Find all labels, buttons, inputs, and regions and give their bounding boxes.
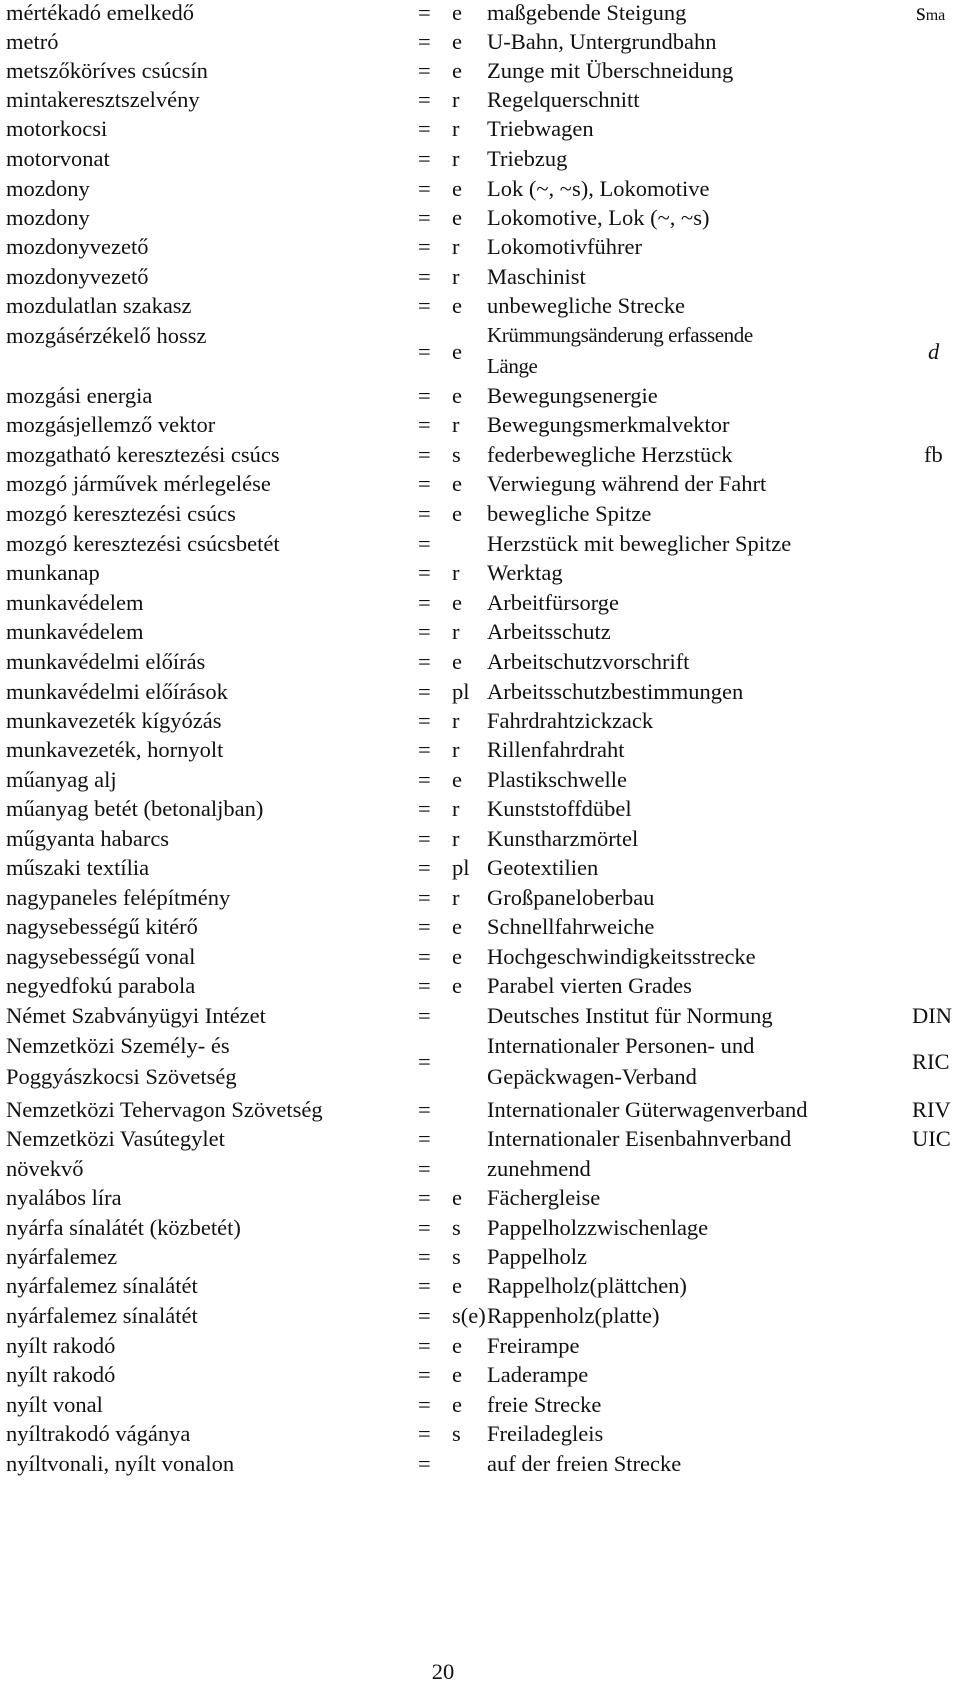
equals-sign: = [418, 0, 431, 25]
german-term: Arbeitsschutzbestimmungen [487, 679, 744, 704]
hungarian-term: munkavezeték kígyózás [6, 708, 222, 733]
glossary-row [0, 911, 960, 943]
hungarian-term: műgyanta habarcs [6, 826, 170, 851]
hungarian-term: mozdulatlan szakasz [6, 293, 192, 318]
hungarian-term: mozgásérzékelő hossz [6, 323, 207, 348]
german-term: Bewegungsmerkmalvektor [487, 412, 730, 437]
glossary-row [0, 852, 960, 884]
german-term: federbewegliche Herzstück [487, 442, 733, 467]
glossary-row [0, 764, 960, 796]
equals-sign: = [418, 1185, 431, 1210]
hungarian-term: nyílt vonal [6, 1392, 103, 1417]
german-term: Fächergleise [487, 1185, 601, 1210]
grammatical-article: e [452, 649, 462, 674]
german-term: Werktag [487, 560, 563, 585]
glossary-row [0, 261, 960, 293]
german-term: freie Strecke [487, 1392, 602, 1417]
grammatical-article: e [452, 339, 462, 364]
german-term: Lok (~, ~s), Lokomotive [487, 176, 710, 201]
grammatical-article: r [452, 264, 460, 289]
glossary-row [0, 1300, 960, 1332]
abbreviation [928, 320, 939, 384]
abbreviation [912, 1000, 952, 1032]
grammatical-article: r [452, 826, 460, 851]
glossary-row [0, 1389, 960, 1421]
hungarian-term-line: Nemzetközi Személy- és [6, 1033, 230, 1058]
hungarian-term: mozdonyvezető [6, 264, 149, 289]
equals-sign: = [418, 708, 431, 733]
hungarian-term: munkanap [6, 560, 100, 585]
glossary-row [0, 202, 960, 234]
glossary-row [0, 970, 960, 1002]
german-term: maßgebende Steigung [487, 0, 687, 25]
equals-sign: = [418, 87, 431, 112]
equals-sign: = [418, 826, 431, 851]
grammatical-article: s [452, 442, 461, 467]
hungarian-term: munkavédelmi előírások [6, 679, 228, 704]
hungarian-term: nyárfalemez sínalátét [6, 1303, 198, 1328]
german-term: Arbeitschutzvorschrift [487, 649, 690, 674]
grammatical-article: r [452, 560, 460, 585]
glossary-row [0, 557, 960, 589]
hungarian-term: nyílt rakodó [6, 1333, 116, 1358]
glossary-row [0, 1000, 960, 1032]
grammatical-article: e [452, 1333, 462, 1358]
abbreviation-text: s [916, 0, 926, 26]
german-term-line: Gepäckwagen-Verband [487, 1064, 697, 1089]
hungarian-term: mozgásjellemző vektor [6, 412, 216, 437]
german-term: Maschinist [487, 264, 586, 289]
grammatical-article: r [452, 234, 460, 259]
glossary-row [0, 468, 960, 500]
german-term: Parabel vierten Grades [487, 973, 692, 998]
abbreviation [912, 1094, 951, 1126]
hungarian-term: metszőköríves csúcsín [6, 58, 208, 83]
german-term: Kunstharzmörtel [487, 826, 639, 851]
hungarian-term: nyalábos líra [6, 1185, 122, 1210]
grammatical-article: r [452, 412, 460, 437]
hungarian-term: mintakeresztszelvény [6, 87, 200, 112]
german-term: Lokomotive, Lok (~, ~s) [487, 205, 710, 230]
german-term: Verwiegung während der Fahrt [487, 471, 767, 496]
abbreviation-text: RIV [912, 1097, 951, 1122]
german-term: bewegliche Spitze [487, 501, 652, 526]
hungarian-term: mozdony [6, 176, 90, 201]
grammatical-article: e [452, 29, 462, 54]
hungarian-term: nyílt rakodó [6, 1362, 116, 1387]
grammatical-article: e [452, 973, 462, 998]
equals-sign: = [418, 264, 431, 289]
hungarian-term: nagysebességű vonal [6, 944, 196, 969]
german-term-line: Länge [487, 354, 538, 378]
german-term: Laderampe [487, 1362, 589, 1387]
abbreviation-text: UIC [912, 1126, 951, 1151]
hungarian-term: műszaki textília [6, 855, 150, 880]
equals-sign: = [418, 531, 431, 556]
hungarian-term: mozgatható keresztezési csúcs [6, 442, 280, 467]
german-term: Schnellfahrweiche [487, 914, 655, 939]
german-term: Kunststoffdübel [487, 796, 632, 821]
equals-sign: = [418, 339, 431, 364]
glossary-row [0, 646, 960, 678]
hungarian-term: műanyag betét (betonaljban) [6, 796, 264, 821]
grammatical-article: e [452, 471, 462, 496]
grammatical-article: e [452, 1362, 462, 1387]
german-term-line: Krümmungsänderung erfassende [487, 323, 753, 347]
german-term: Freiladegleis [487, 1421, 604, 1446]
glossary-row [0, 55, 960, 87]
equals-sign: = [418, 471, 431, 496]
grammatical-article: e [452, 1273, 462, 1298]
german-term: Geotextilien [487, 855, 599, 880]
german-term-line: Internationaler Personen- und [487, 1033, 755, 1058]
glossary-row [0, 676, 960, 708]
german-term: Rappelholz(plättchen) [487, 1273, 687, 1298]
grammatical-article: e [452, 176, 462, 201]
equals-sign: = [418, 234, 431, 259]
glossary-row [0, 498, 960, 530]
glossary-row [0, 290, 960, 322]
grammatical-article: e [452, 383, 462, 408]
german-term: Rappenholz(platte) [487, 1303, 660, 1328]
equals-sign: = [418, 1421, 431, 1446]
grammatical-article: e [452, 914, 462, 939]
grammatical-article: e [452, 0, 462, 25]
hungarian-term: nyárfa sínalátét (közbetét) [6, 1215, 241, 1240]
hungarian-term: mozgó járművek mérlegelése [6, 471, 271, 496]
glossary-row [0, 380, 960, 412]
grammatical-article: e [452, 1185, 462, 1210]
equals-sign: = [418, 58, 431, 83]
equals-sign: = [418, 1097, 431, 1122]
equals-sign: = [418, 560, 431, 585]
hungarian-term: műanyag alj [6, 767, 117, 792]
glossary-row [0, 528, 960, 560]
grammatical-article: r [452, 885, 460, 910]
grammatical-article: s [452, 1421, 461, 1446]
hungarian-term: Nemzetközi Tehervagon Szövetség [6, 1097, 323, 1122]
glossary-row [0, 231, 960, 263]
abbreviation [924, 439, 943, 471]
german-term: unbewegliche Strecke [487, 293, 686, 318]
grammatical-article: r [452, 708, 460, 733]
german-term: Zunge mit Überschneidung [487, 58, 734, 83]
grammatical-article: s [452, 1244, 461, 1269]
hungarian-term: negyedfokú parabola [6, 973, 196, 998]
glossary-row [0, 84, 960, 116]
equals-sign: = [418, 855, 431, 880]
hungarian-term: növekvő [6, 1156, 84, 1181]
glossary-row [0, 1359, 960, 1391]
glossary-row [0, 1182, 960, 1214]
glossary-row [0, 1418, 960, 1450]
grammatical-article: r [452, 116, 460, 141]
equals-sign: = [418, 1451, 431, 1476]
equals-sign: = [418, 293, 431, 318]
german-term: Triebzug [487, 146, 568, 171]
german-term: Fahrdrahtzickzack [487, 708, 654, 733]
equals-sign: = [418, 767, 431, 792]
hungarian-term: mozgó keresztezési csúcs [6, 501, 236, 526]
german-term: Lokomotivführer [487, 234, 642, 259]
equals-sign: = [418, 442, 431, 467]
hungarian-term: munkavédelem [6, 619, 144, 644]
glossary-row [0, 1241, 960, 1273]
glossary-row [0, 1123, 960, 1155]
glossary-row [0, 793, 960, 825]
glossary-row [0, 113, 960, 145]
equals-sign: = [418, 944, 431, 969]
equals-sign: = [418, 501, 431, 526]
equals-sign: = [418, 649, 431, 674]
german-term: Internationaler Güterwagenverband [487, 1097, 808, 1122]
german-term: Arbeitsschutz [487, 619, 611, 644]
glossary-row [0, 173, 960, 205]
equals-sign: = [418, 29, 431, 54]
equals-sign: = [418, 116, 431, 141]
glossary-row [0, 143, 960, 175]
german-term: U-Bahn, Untergrundbahn [487, 29, 717, 54]
hungarian-term: munkavédelmi előírás [6, 649, 206, 674]
glossary-row [0, 1153, 960, 1185]
glossary-row [0, 1330, 960, 1362]
glossary-row [0, 0, 960, 29]
grammatical-article: e [452, 58, 462, 83]
german-term: Bewegungsenergie [487, 383, 658, 408]
equals-sign: = [418, 1126, 431, 1151]
equals-sign: = [418, 205, 431, 230]
abbreviation [912, 1030, 950, 1094]
german-term: zunehmend [487, 1156, 591, 1181]
equals-sign: = [418, 796, 431, 821]
hungarian-term: mértékadó emelkedő [6, 0, 195, 25]
grammatical-article: r [452, 146, 460, 171]
grammatical-article: e [452, 590, 462, 615]
grammatical-article: e [452, 501, 462, 526]
equals-sign: = [418, 619, 431, 644]
equals-sign: = [418, 1003, 431, 1028]
equals-sign: = [418, 1362, 431, 1387]
german-term: Arbeitfürsorge [487, 590, 620, 615]
grammatical-article: e [452, 767, 462, 792]
german-term [487, 320, 753, 382]
abbreviation [912, 1123, 951, 1155]
hungarian-term: nyárfalemez sínalátét [6, 1273, 198, 1298]
glossary-row [0, 1448, 960, 1480]
german-term: Internationaler Eisenbahnverband [487, 1126, 792, 1151]
german-term: Pappelholzzwischenlage [487, 1215, 709, 1240]
abbreviation-text: DIN [912, 1003, 952, 1028]
german-term: Regelquerschnitt [487, 87, 640, 112]
glossary-row [0, 409, 960, 441]
hungarian-term: motorvonat [6, 146, 110, 171]
grammatical-article: e [452, 944, 462, 969]
hungarian-term: nyíltvonali, nyílt vonalon [6, 1451, 235, 1476]
german-term: Plastikschwelle [487, 767, 627, 792]
equals-sign: = [418, 383, 431, 408]
grammatical-article: s [452, 1215, 461, 1240]
german-term: Herzstück mit beweglicher Spitze [487, 531, 792, 556]
hungarian-term: munkavédelem [6, 590, 144, 615]
glossary-row [0, 882, 960, 914]
glossary-row [0, 823, 960, 855]
grammatical-article: e [452, 293, 462, 318]
equals-sign: = [418, 973, 431, 998]
equals-sign: = [418, 590, 431, 615]
abbreviation-text: fb [924, 442, 943, 467]
hungarian-term: metró [6, 29, 59, 54]
glossary-row [0, 705, 960, 737]
glossary-row [0, 1270, 960, 1302]
glossary-row [0, 439, 960, 471]
glossary-row [0, 26, 960, 58]
german-term: Hochgeschwindigkeitsstrecke [487, 944, 756, 969]
equals-sign: = [418, 412, 431, 437]
abbreviation-text: RIC [912, 1049, 950, 1074]
grammatical-article: pl [452, 855, 470, 880]
equals-sign: = [418, 1303, 431, 1328]
german-term: Großpaneloberbau [487, 885, 655, 910]
equals-sign: = [418, 1156, 431, 1181]
german-term: auf der freien Strecke [487, 1451, 682, 1476]
grammatical-article: e [452, 1392, 462, 1417]
equals-sign: = [418, 1273, 431, 1298]
abbreviation-subscript: ma [925, 7, 946, 24]
german-term: Freirampe [487, 1333, 580, 1358]
abbreviation-text: d [928, 339, 940, 364]
german-term: Pappelholz [487, 1244, 587, 1269]
equals-sign: = [418, 1392, 431, 1417]
glossary-row [0, 616, 960, 648]
glossary-row [0, 587, 960, 619]
german-term [487, 1030, 754, 1092]
equals-sign: = [418, 1215, 431, 1240]
equals-sign: = [418, 1333, 431, 1358]
hungarian-term: mozdonyvezető [6, 234, 149, 259]
hungarian-term [6, 1030, 237, 1092]
glossary-row [0, 1212, 960, 1244]
hungarian-term-line: Poggyászkocsi Szövetség [6, 1064, 237, 1089]
german-term: Triebwagen [487, 116, 594, 141]
hungarian-term: mozdony [6, 205, 90, 230]
hungarian-term: mozgási energia [6, 383, 153, 408]
hungarian-term: mozgó keresztezési csúcsbetét [6, 531, 280, 556]
hungarian-term: nagysebességű kitérő [6, 914, 198, 939]
equals-sign: = [418, 914, 431, 939]
glossary-row [0, 1094, 960, 1126]
equals-sign: = [418, 1049, 431, 1074]
hungarian-term: Nemzetközi Vasútegylet [6, 1126, 225, 1151]
grammatical-article: r [452, 619, 460, 644]
equals-sign: = [418, 737, 431, 762]
glossary-row [0, 320, 960, 384]
hungarian-term: nyárfalemez [6, 1244, 118, 1269]
german-term: Deutsches Institut für Normung [487, 1003, 773, 1028]
equals-sign: = [418, 885, 431, 910]
grammatical-article: r [452, 737, 460, 762]
hungarian-term: nyíltrakodó vágánya [6, 1421, 191, 1446]
hungarian-term: motorkocsi [6, 116, 108, 141]
grammatical-article: e [452, 205, 462, 230]
glossary-row [0, 941, 960, 973]
equals-sign: = [418, 679, 431, 704]
grammatical-article: s(e) [452, 1303, 486, 1328]
glossary-row [0, 1030, 960, 1094]
equals-sign: = [418, 176, 431, 201]
hungarian-term: Német Szabványügyi Intézet [6, 1003, 266, 1028]
page-number: 20 [431, 1659, 455, 1684]
hungarian-term: munkavezeték, hornyolt [6, 737, 224, 762]
grammatical-article: r [452, 87, 460, 112]
equals-sign: = [418, 1244, 431, 1269]
german-term: Rillenfahrdraht [487, 737, 625, 762]
hungarian-term: nagypaneles felépítmény [6, 885, 231, 910]
grammatical-article: r [452, 796, 460, 821]
glossary-row [0, 734, 960, 766]
grammatical-article: pl [452, 679, 470, 704]
equals-sign: = [418, 146, 431, 171]
